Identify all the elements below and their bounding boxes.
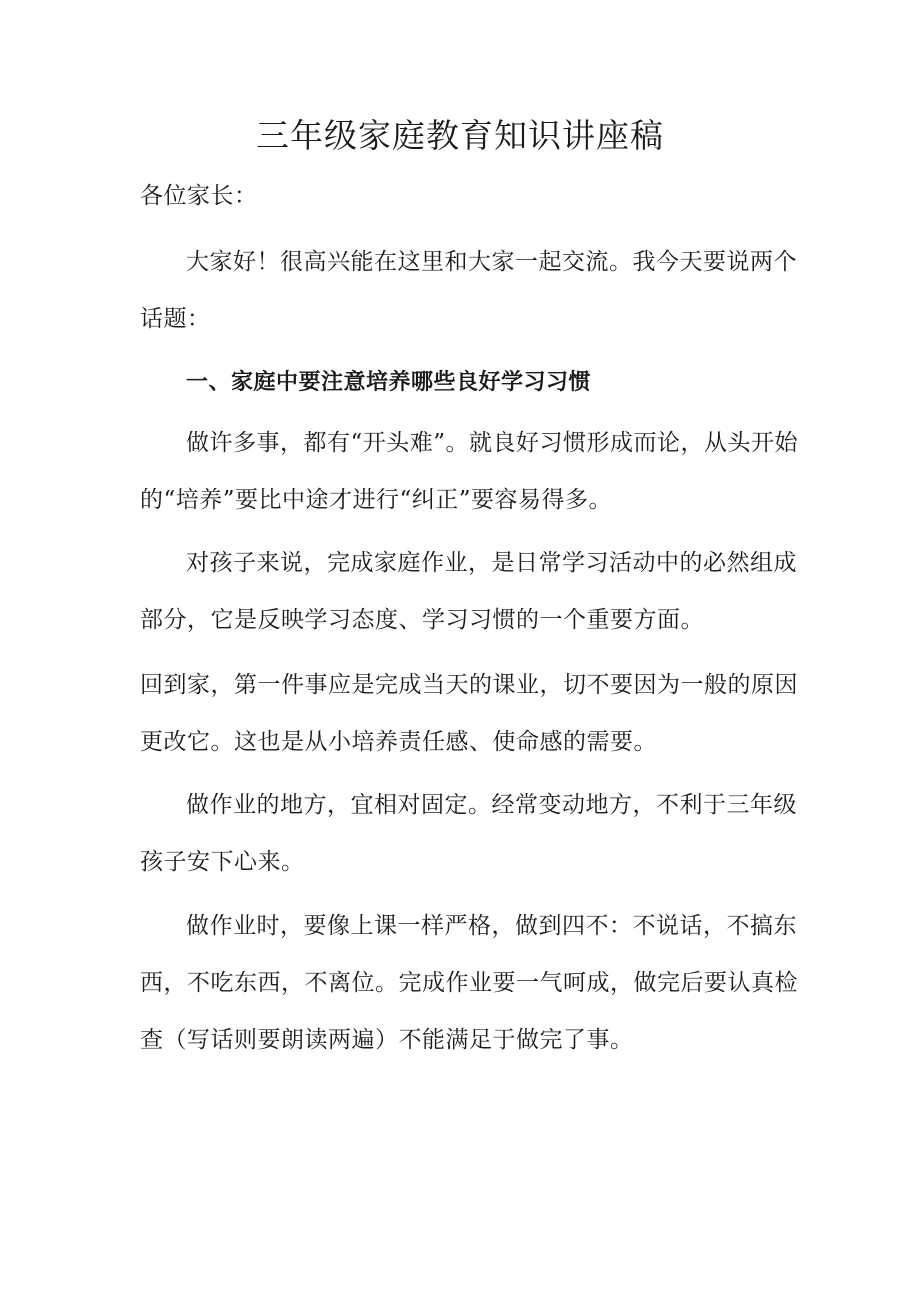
paragraph-strict-rules: 做作业时，要像上课一样严格，做到四不：不说话，不搞东西，不吃东西，不离位。完成作业要一气呵成，做完后要认真检查（写话则要朗读两遍）不能满足于做完了事。 bbox=[140, 913, 798, 1053]
paragraph-home-first: 回到家，第一件事应是完成当天的课业，切不要因为一般的原因更改它。这也是从小培养责任感、使命感的需要。 bbox=[140, 672, 798, 755]
paragraph-fixed-place: 做作业的地方，宜相对固定。经常变动地方，不利于三年级孩子安下心来。 bbox=[140, 792, 797, 875]
paragraph-habit-start: 做许多事，都有“开头难”。就良好习惯形成而论，从头开始的“培养”要比中途才进行“纠正”要容易得多。 bbox=[140, 430, 799, 513]
salutation: 各位家长： bbox=[140, 183, 258, 209]
paragraph-homework: 对孩子来说，完成家庭作业，是日常学习活动中的必然组成部分，它是反映学习态度、学习习惯的一个重要方面。 bbox=[140, 550, 797, 633]
document-title: 三年级家庭教育知识讲座稿 bbox=[256, 116, 664, 155]
paragraph-intro: 大家好！很高兴能在这里和大家一起交流。我今天要说两个话题： bbox=[140, 249, 797, 332]
section-heading-1: 一、家庭中要注意培养哪些良好学习习惯 bbox=[186, 370, 592, 395]
